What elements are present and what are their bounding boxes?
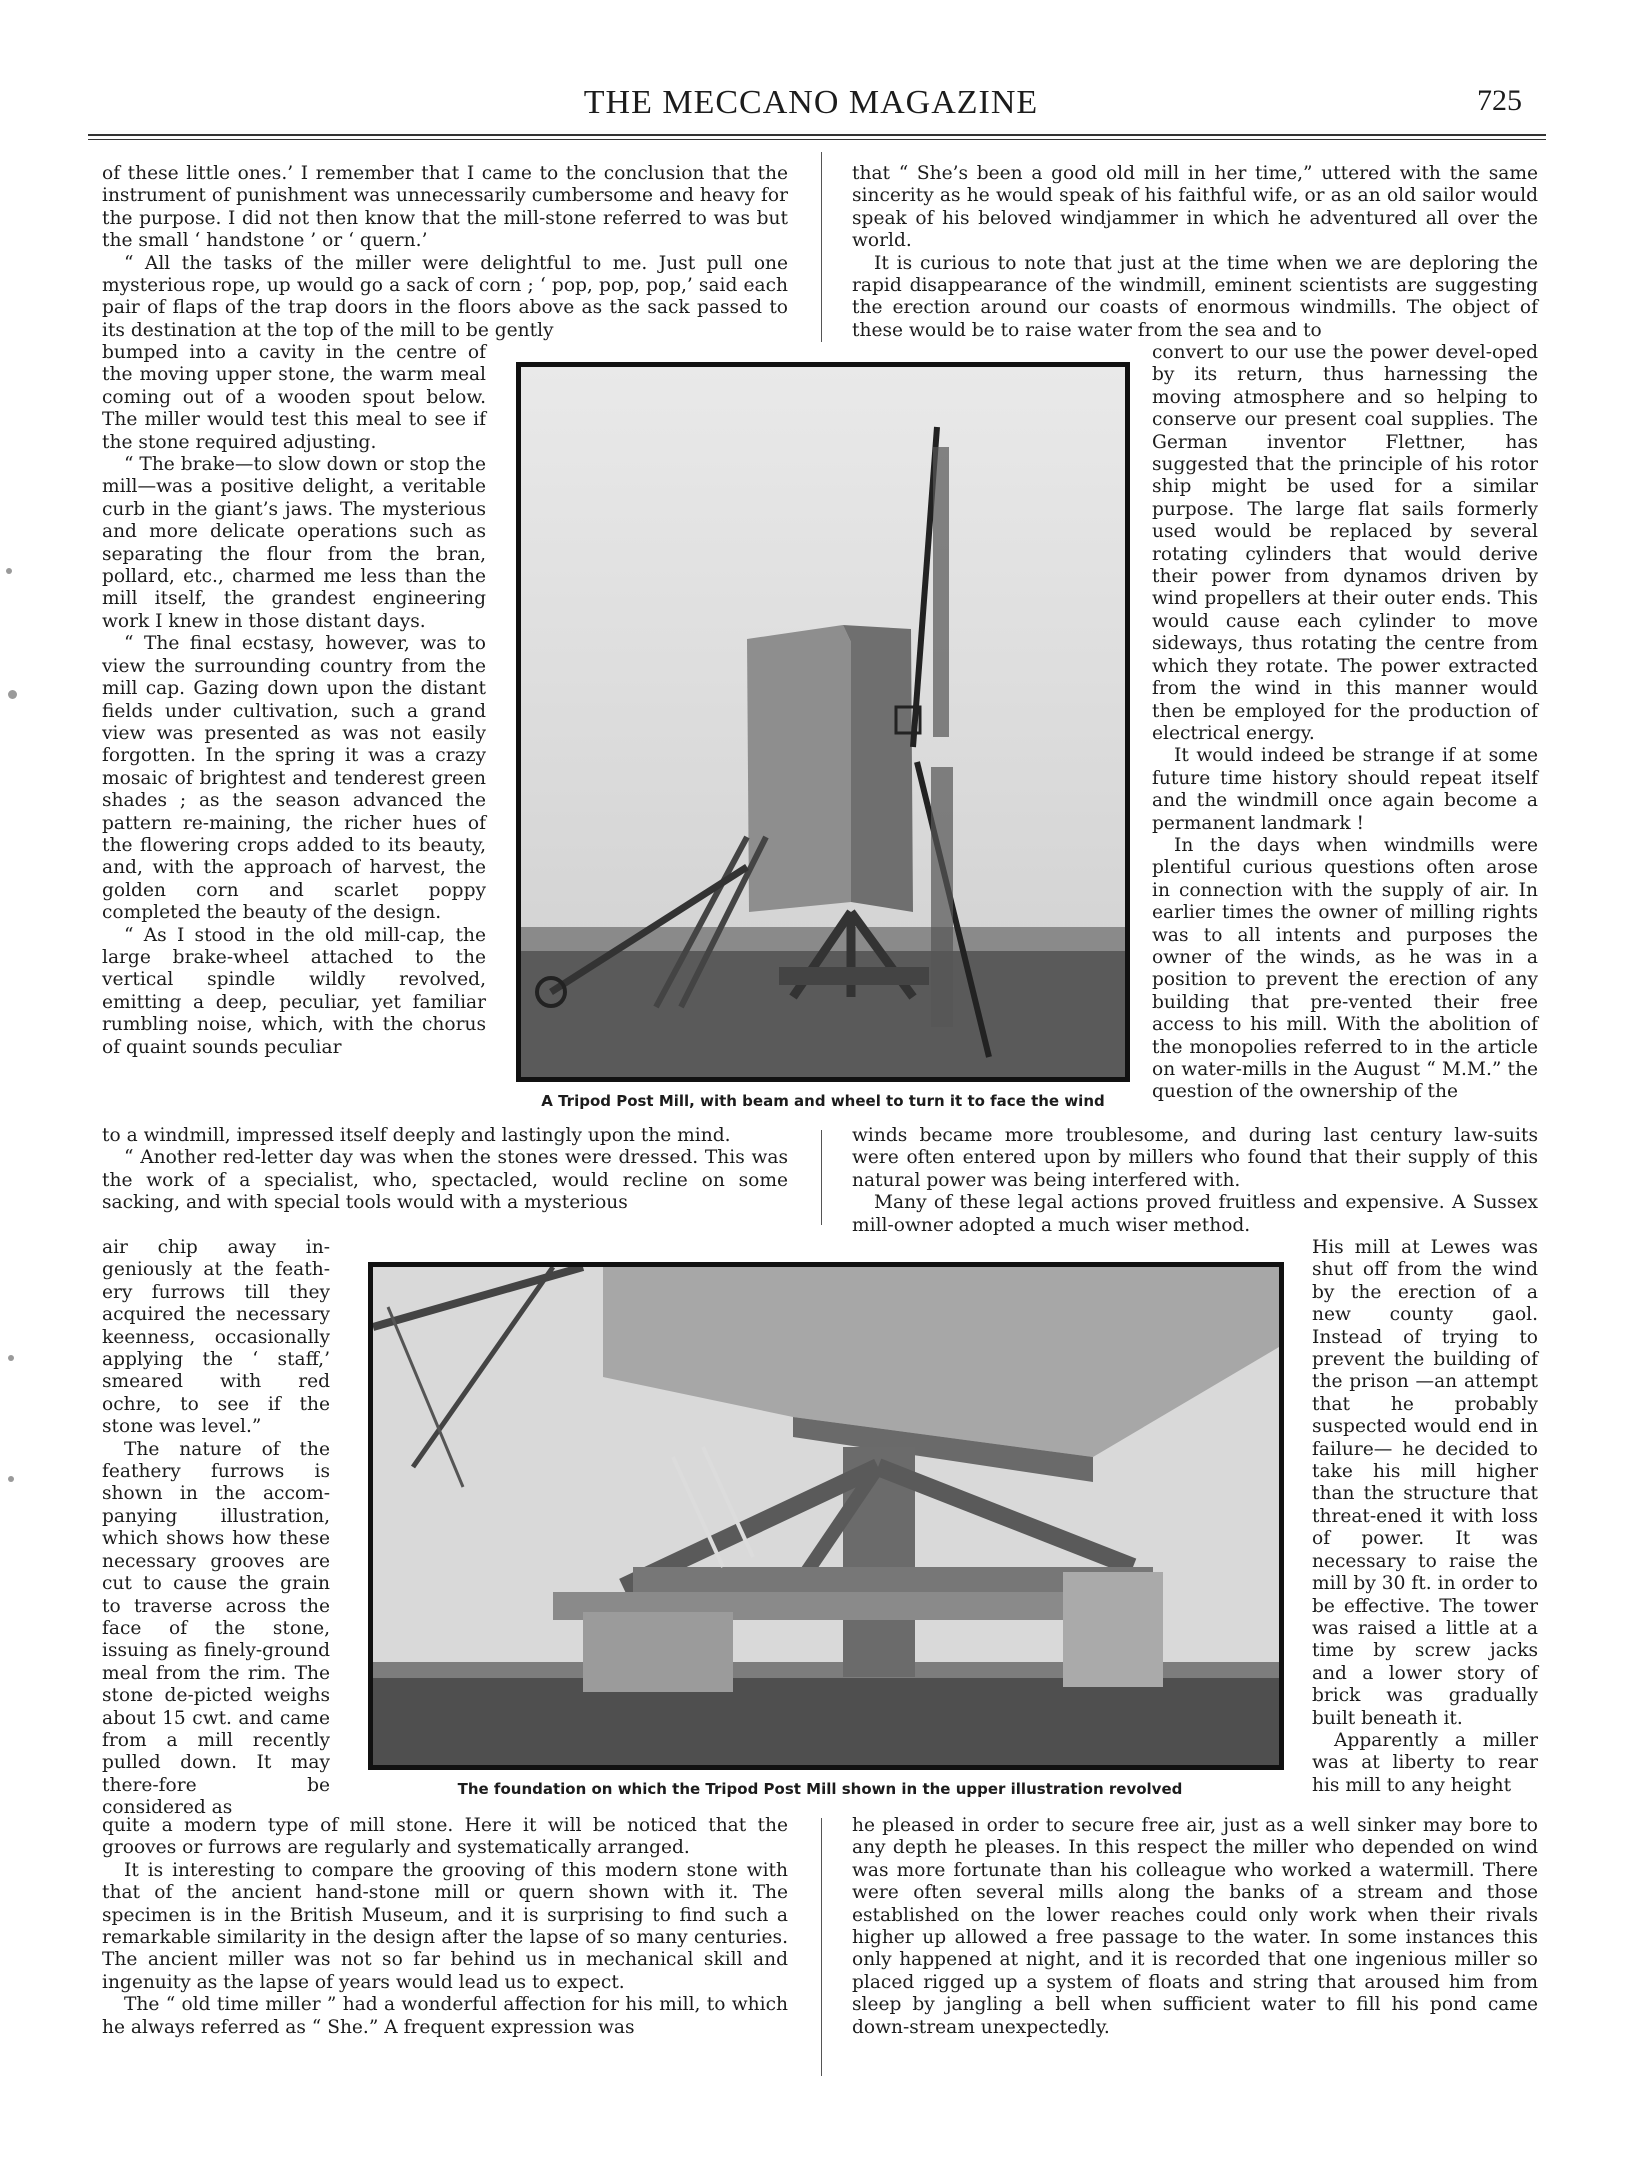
paragraph: quite a modern type of mill stone. Here it will be noticed that the grooves or furrows are regularly and systematically arranged.: [102, 1815, 788, 1859]
right-column-middle: [852, 1125, 1538, 1237]
right-column-top: [852, 163, 1538, 342]
paragraph: The “ old time miller ” had a wonderful affection for his mill, to which he always referred as “ She.” A frequent expression was: [102, 1994, 788, 2038]
page-speck: [8, 1476, 14, 1482]
column-divider-bottom: [821, 1818, 822, 2076]
paragraph: In the days when windmills were plentiful curious questions often arose in connection with the supply of air. In earlier times the owner of milling rights was to all intents and purposes the owner of the winds, as he was in a position to prevent the erection of any building that pre-vented their free access to his mill. With the abolition of the monopolies referred to in the article on water-mills in the August “ M.M.” the question of the ownership of the: [1152, 834, 1538, 1103]
foundation-photo: [368, 1262, 1284, 1770]
paragraph: to a windmill, impressed itself deeply and lastingly upon the mind.: [102, 1125, 731, 1146]
right-column-narrow-2: [1312, 1237, 1538, 1797]
left-column-top: [102, 163, 788, 342]
right-column-narrow-1: [1152, 342, 1538, 1104]
windmill-illustration: [521, 367, 1125, 1077]
page-number: 725: [1477, 84, 1522, 117]
page-speck: [6, 568, 12, 574]
right-column-bottom: [852, 1815, 1538, 2039]
paragraph: air chip away in-geniously at the feath-ery furrows till they acquired the necessary keenness, occasionally applying the ‘ staff,’ smeared with red ochre, to see if the stone was level.”: [102, 1237, 330, 1438]
header-rule: [88, 134, 1546, 136]
paragraph: Many of these legal actions proved fruitless and expensive. A Sussex mill-owner adopted a much wiser method.: [852, 1192, 1538, 1236]
foundation-illustration: [373, 1267, 1279, 1765]
left-column-narrow-1: [102, 342, 486, 1059]
paragraph: “ As I stood in the old mill-cap, the large brake-wheel attached to the vertical spindle wildly revolved, emitting a deep, peculiar, yet familiar rumbling noise, which, with the chorus of quaint sounds peculiar: [102, 924, 486, 1058]
paragraph: convert to our use the power devel-oped by its return, thus harnessing the moving atmosphere and so helping to conserve our present coal supplies. The German inventor Flettner, has suggested that the principle of his rotor ship might be used for a similar purpose. The large flat sails formerly used would be replaced by several rotating cylinders that would derive their power from dynamos driven by wind propellers at their outer ends. This would cause each cylinder to move sideways, thus rotating the centre from which they rotate. The power extracted from the wind in this manner would then be employed for the production of electrical energy.: [1152, 342, 1538, 744]
paragraph: “ The final ecstasy, however, was to view the surrounding country from the mill cap. Gazing down upon the distant fields under cultivation, such a grand view was presented as was not easily forgotten. In the spring it was a crazy mosaic of brightest and tenderest green shades ; as the season advanced the pattern re-maining, the richer hues of the flowering crops added to its beauty, and, with the approach of harvest, the golden corn and scarlet poppy completed the beauty of the design.: [102, 633, 486, 924]
bottom-photo-caption: The foundation on which the Tripod Post Mill shown in the upper illustration revolved: [457, 1780, 1183, 1798]
left-column-bottom: [102, 1815, 788, 2039]
paragraph: His mill at Lewes was shut off from the wind by the erection of a new county gaol. Instead of trying to prevent the building of the prison —an attempt that he probably suspected would end in failure— he decided to take his mill higher than the structure that threat-ened it with loss of power. It was necessary to raise the mill by 30 ft. in order to be effective. The tower was raised a little at a time by screw jacks and a lower story of brick was gradually built beneath it.: [1312, 1237, 1538, 1729]
windmill-photo: [516, 362, 1130, 1082]
paragraph: he pleased in order to secure free air, just as a well sinker may bore to any depth he pleases. In this respect the miller who depended on wind was more fortunate than his colleague who worked a watermill. There were often several mills along the banks of a stream and those established on the lower reaches could only work when their rivals higher up allowed a free passage to the water. In some instances this only happened at night, and it is recorded that one ingenious miller so placed rigged up a system of floats and string that aroused him from sleep by jangling a bell when sufficient water to fill his pond came down-stream unexpectedly.: [852, 1815, 1538, 2038]
paragraph: bumped into a cavity in the centre of the moving upper stone, the warm meal coming out of a wooden spout below. The miller would test this meal to see if the stone required adjusting.: [102, 342, 486, 453]
paragraph: winds became more troublesome, and during last century law-suits were often entered upon by millers who found that their supply of this natural power was being interfered with.: [852, 1125, 1538, 1191]
masthead: [88, 84, 1534, 126]
paragraph: The nature of the feathery furrows is shown in the accom-panying illustration, which shows how these necessary grooves are cut to cause the grain to traverse across the face of the stone, issuing as finely-ground meal from the rim. The stone de-picted weighs about 15 cwt. and came from a mill recently pulled down. It may there-fore be considered as: [102, 1438, 330, 1819]
paragraph: It would indeed be strange if at some future time history should repeat itself and the windmill once again become a permanent landmark !: [1152, 745, 1538, 834]
header-rule-thin: [88, 139, 1546, 140]
paragraph: It is curious to note that just at the time when we are deploring the rapid disappearance of the windmill, eminent scientists are suggesting the erection around our coasts of enormous windmills. The object of these would be to raise water from the sea and to: [852, 252, 1538, 341]
left-column-narrow-2: [102, 1237, 330, 1820]
paragraph: Apparently a miller was at liberty to rear his mill to any height: [1312, 1729, 1538, 1796]
paragraph: “ Another red-letter day was when the stones were dressed. This was the work of a specialist, who, spectacled, would recline on some sacking, and with special tools would with a mysterious: [102, 1147, 788, 1214]
paragraph: that “ She’s been a good old mill in her time,” uttered with the same sincerity as he would speak of his faithful wife, or as an old sailor would speak of his beloved windjammer in which he adventured all over the world.: [852, 163, 1538, 252]
left-column-middle: [102, 1125, 788, 1215]
column-divider-top: [821, 152, 822, 342]
paragraph: “ The brake—to slow down or stop the mill—was a positive delight, a veritable curb in the giant’s jaws. The mysterious and more delicate operations such as separating the flour from the bran, pollard, etc., charmed me less than the mill itself, the grandest engineering work I knew in those distant days.: [102, 454, 486, 632]
column-divider-middle: [821, 1130, 822, 1225]
paragraph: of these little ones.’ I remember that I came to the conclusion that the instrument of punishment was unnecessarily cumbersome and heavy for the purpose. I did not then know that the mill-stone referred to was but the small ‘ handstone ’ or ‘ quern.’: [102, 163, 788, 252]
paragraph: “ All the tasks of the miller were delightful to me. Just pull one mysterious rope, up would go a sack of corn ; ‘ pop, pop, pop,’ said each pair of flaps of the trap doors in the floors above as the sack passed to its destination at the top of the mill to be gently: [102, 252, 788, 341]
paragraph: It is interesting to compare the grooving of this modern stone with that of the ancient hand-stone mill or quern shown with it. The specimen is in the British Museum, and it is surprising to find such a remarkable similarity in the design after the lapse of so many centuries. The ancient miller was not so far behind us in mechanical skill and ingenuity as the lapse of years would lead us to expect.: [102, 1859, 788, 1993]
page-speck: [8, 690, 17, 699]
magazine-title: THE MECCANO MAGAZINE: [583, 84, 1039, 121]
page-speck: [8, 1355, 14, 1361]
top-photo-caption: A Tripod Post Mill, with beam and wheel to turn it to face the wind: [541, 1092, 1105, 1110]
